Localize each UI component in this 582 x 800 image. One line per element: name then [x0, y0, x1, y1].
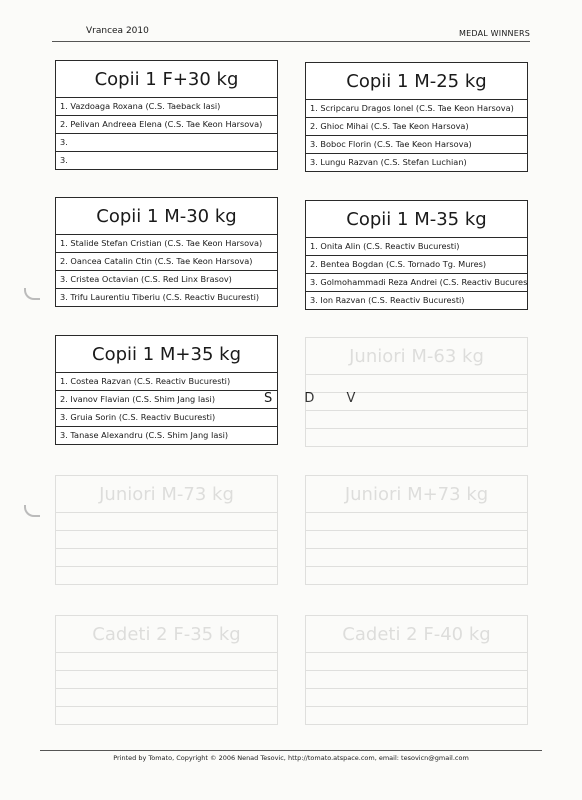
medal-row: 3. Ion Razvan (C.S. Reactiv Bucuresti): [310, 295, 465, 305]
faded-row: [306, 411, 527, 429]
binder-hole-mark: [24, 505, 40, 517]
faded-box-juniori-m73plus: [305, 475, 528, 585]
binder-hole-mark: [24, 288, 40, 300]
faded-box-cadeti2-f40: [305, 615, 528, 725]
medal-row: 3. Golmohammadi Reza Andrei (C.S. Reactiv Bucures: [306, 274, 527, 292]
box-title: Cadeti 2 F-35 kg: [56, 616, 277, 653]
footer-divider: [40, 750, 542, 751]
medal-row: 1. Stalide Stefan Cristian (C.S. Tae Keon Harsova): [56, 235, 277, 253]
faded-row: [306, 429, 527, 446]
faded-box-juniori-m73: [55, 475, 278, 585]
medal-row: 3. Cristea Octavian (C.S. Red Linx Brasov): [56, 271, 277, 289]
handwritten-annotation: S D V: [264, 391, 370, 406]
faded-row: [306, 671, 527, 689]
faded-row: [56, 671, 277, 689]
faded-box-juniori-m63: [305, 337, 528, 447]
medal-row: 2. Ivanov Flavian (C.S. Shim Jang Iasi): [56, 391, 277, 409]
faded-row: [306, 707, 527, 724]
box-title: Juniori M+73 kg: [306, 476, 527, 513]
medal-box-copii1-m25: [305, 62, 528, 172]
medal-row: 1. Vazdoaga Roxana (C.S. Taeback Iasi): [56, 98, 277, 116]
faded-row: [306, 549, 527, 567]
medal-row: 3.: [60, 155, 68, 165]
faded-row: [306, 689, 527, 707]
box-title: Juniori M-63 kg: [306, 338, 527, 375]
faded-row: [306, 653, 527, 671]
document-heading: MEDAL WINNERS: [459, 29, 530, 38]
header-divider: [52, 41, 530, 42]
faded-row: [306, 375, 527, 393]
medal-row: 3.: [56, 134, 277, 152]
medal-box-copii1-m35plus: [55, 335, 278, 445]
faded-row: [56, 707, 277, 724]
medal-row: 2. Bentea Bogdan (C.S. Tornado Tg. Mures): [306, 256, 527, 274]
faded-row: [56, 549, 277, 567]
medal-row: 3. Lungu Razvan (C.S. Stefan Luchian): [310, 157, 467, 167]
faded-row: [306, 513, 527, 531]
medal-box-copii1-f30plus: [55, 60, 278, 170]
medal-row: 1. Costea Razvan (C.S. Reactiv Bucuresti): [56, 373, 277, 391]
medal-row: 1. Scripcaru Dragos Ionel (C.S. Tae Keon Harsova): [306, 100, 527, 118]
medal-box-copii1-m35: [305, 200, 528, 310]
box-title: Copii 1 M-30 kg: [56, 198, 277, 235]
medal-row: 3. Boboc Florin (C.S. Tae Keon Harsova): [306, 136, 527, 154]
faded-row: [306, 393, 527, 411]
box-title: Cadeti 2 F-40 kg: [306, 616, 527, 653]
faded-box-cadeti2-f35: [55, 615, 278, 725]
medal-row: 2. Oancea Catalin Ctin (C.S. Tae Keon Harsova): [56, 253, 277, 271]
faded-row: [306, 567, 527, 584]
medal-row: 3. Gruia Sorin (C.S. Reactiv Bucuresti): [56, 409, 277, 427]
medal-row: 2. Ghioc Mihai (C.S. Tae Keon Harsova): [306, 118, 527, 136]
footer-text: Printed by Tomato, Copyright © 2006 Nenad Tesovic, http://tomato.atspace.com, email: tesovicn@gmail.com: [113, 754, 469, 762]
box-title: Copii 1 F+30 kg: [56, 61, 277, 98]
medal-row: 2. Pelivan Andreea Elena (C.S. Tae Keon Harsova): [56, 116, 277, 134]
faded-row: [56, 653, 277, 671]
medal-row: 3. Trifu Laurentiu Tiberiu (C.S. Reactiv Bucuresti): [60, 292, 260, 302]
medal-row: 3. Tanase Alexandru (C.S. Shim Jang Iasi): [60, 430, 229, 440]
faded-row: [306, 531, 527, 549]
faded-row: [56, 513, 277, 531]
box-title: Juniori M-73 kg: [56, 476, 277, 513]
medal-box-copii1-m30: [55, 197, 278, 307]
box-title: Copii 1 M-25 kg: [306, 63, 527, 100]
faded-row: [56, 567, 277, 584]
event-name: Vrancea 2010: [86, 26, 149, 36]
medal-row: 1. Onita Alin (C.S. Reactiv Bucuresti): [306, 238, 527, 256]
faded-row: [56, 689, 277, 707]
faded-row: [56, 531, 277, 549]
box-title: Copii 1 M+35 kg: [56, 336, 277, 373]
box-title: Copii 1 M-35 kg: [306, 201, 527, 238]
